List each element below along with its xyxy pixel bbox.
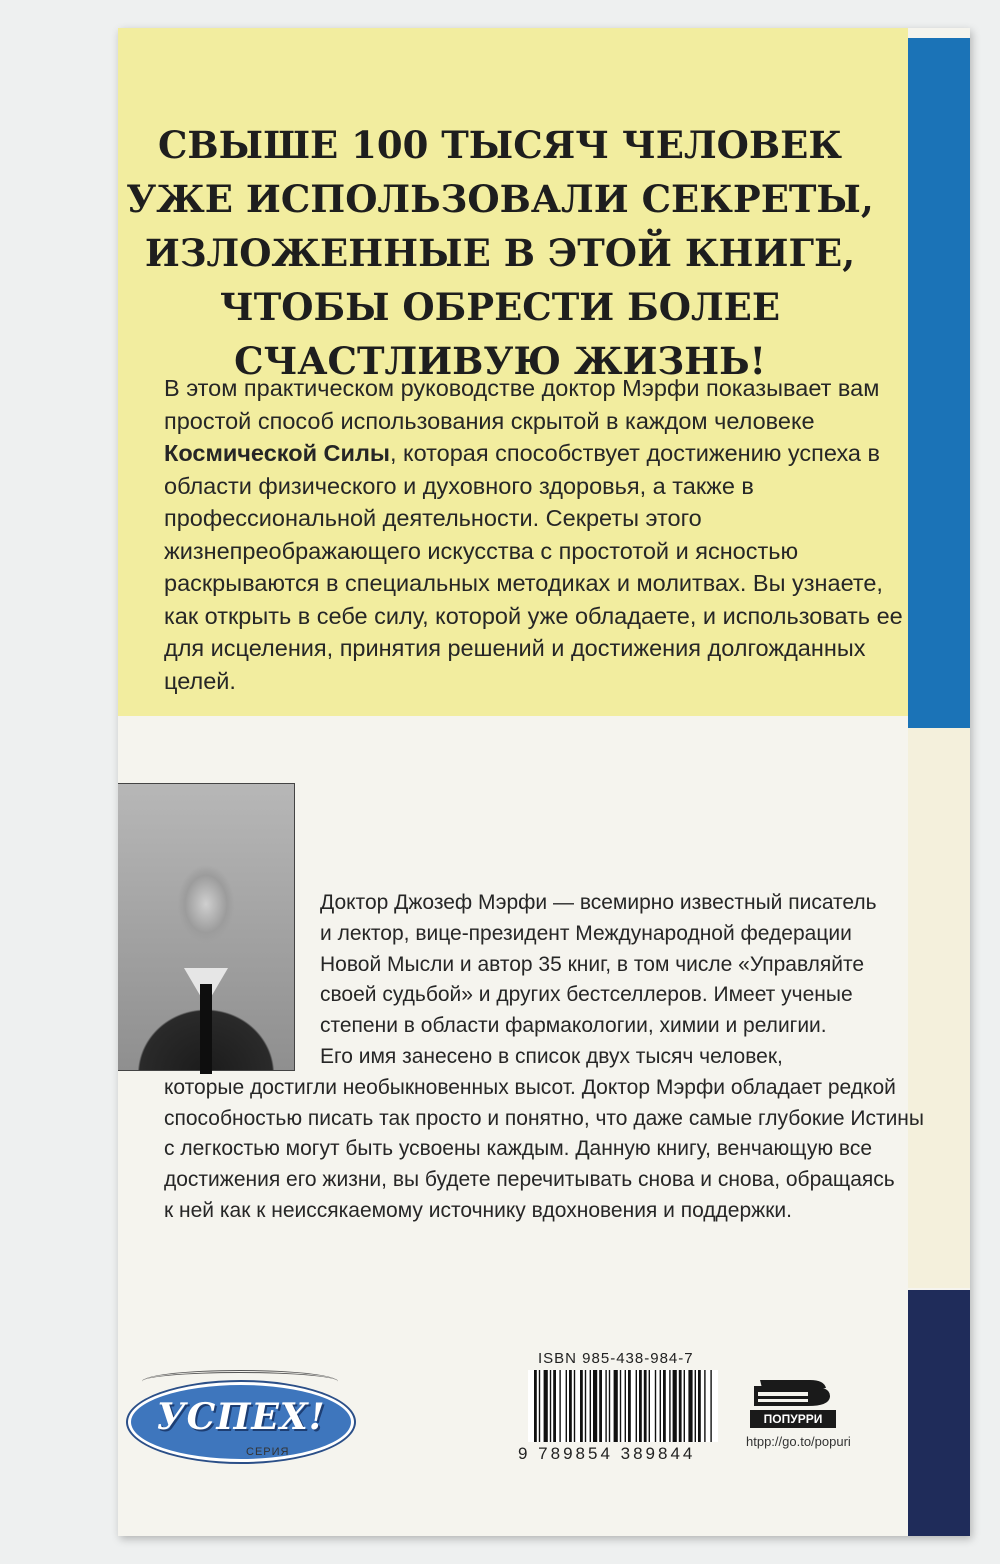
bio-line: достижения его жизни, вы будете перечитывать снова и снова, обращаясь [164,1168,895,1192]
headline-line: ИЗЛОЖЕННЫЕ В ЭТОЙ КНИГЕ, [144,231,856,275]
headline-line: УЖЕ ИСПОЛЬЗОВАЛИ СЕКРЕТЫ, [126,177,874,221]
book-back-cover [118,28,970,1536]
publisher-url: htpp://go.to/popuri [746,1434,851,1449]
bio-line: к ней как к неиссякаемому источнику вдохновения и поддержки. [164,1198,792,1222]
publisher-logo [750,1372,850,1432]
bio-line: своей судьбой» и других бестселлеров. Имеет ученые [320,983,853,1007]
intro-text-part1: В этом практическом руководстве доктор Мэрфи показывает вам простой способ использования скрытой в каждом человеке [164,375,880,434]
bio-line: степени в области фармакологии, химии и религии. [320,1014,827,1038]
barcode-digits: 9 789854 389844 [518,1444,696,1463]
bio-line: с легкостью могут быть усвоены каждым. Данную книгу, венчающую все [164,1137,873,1161]
headline [118,118,970,388]
bio-line: которые достигли необыкновенных высот. Доктор Мэрфи обладает редкой [164,1075,896,1099]
series-name: УСПЕХ! [156,1396,326,1438]
bio-line: Доктор Джозеф Мэрфи — всемирно известный писатель [320,891,877,914]
intro-bold-term: Космической Силы [164,440,390,466]
headline-line: ЧТОБЫ ОБРЕСТИ БОЛЕЕ [219,285,781,329]
bio-line: и лектор, вице-президент Международной федерации [320,921,852,945]
series-label: СЕРИЯ [246,1446,290,1458]
spine-navy-stripe [908,1290,970,1536]
author-bio [118,888,924,1227]
spine-light-stripe [908,728,970,1288]
intro-text-part2: , которая способствует достижению успеха в области физического и духовного здоровья, а также в профессиональной деятельности. Секреты этого жизнепреображающего искусства с простотой и ясностью раскрываются в специальных методиках и молитвах. Вы узнаете, как открыть в себе силу, которой уже обладаете, и использовать ее для исцеления, принятия решений и достижения долгожданных целей. [164,440,903,694]
headline-line: СЧАСТЛИВУЮ ЖИЗНЬ! [234,339,766,383]
barcode [528,1370,718,1442]
isbn-label: ISBN 985-438-984-7 [538,1350,694,1367]
intro-paragraph [164,372,904,697]
barcode-bars [528,1370,718,1442]
bio-line: Новой Мысли и автор 35 книг, в том числе «Управляйте [320,952,865,976]
publisher-name: ПОПУРРИ [750,1410,836,1428]
headline-line: СВЫШЕ 100 ТЫСЯЧ ЧЕЛОВЕК [157,123,843,167]
bio-line: способностью писать так просто и понятно, что даже самые глубокие Истины [164,1106,924,1130]
bio-line: Его имя занесено в список двух тысяч человек, [320,1044,783,1068]
publisher-book-icon [750,1372,840,1412]
series-logo [128,1372,358,1464]
